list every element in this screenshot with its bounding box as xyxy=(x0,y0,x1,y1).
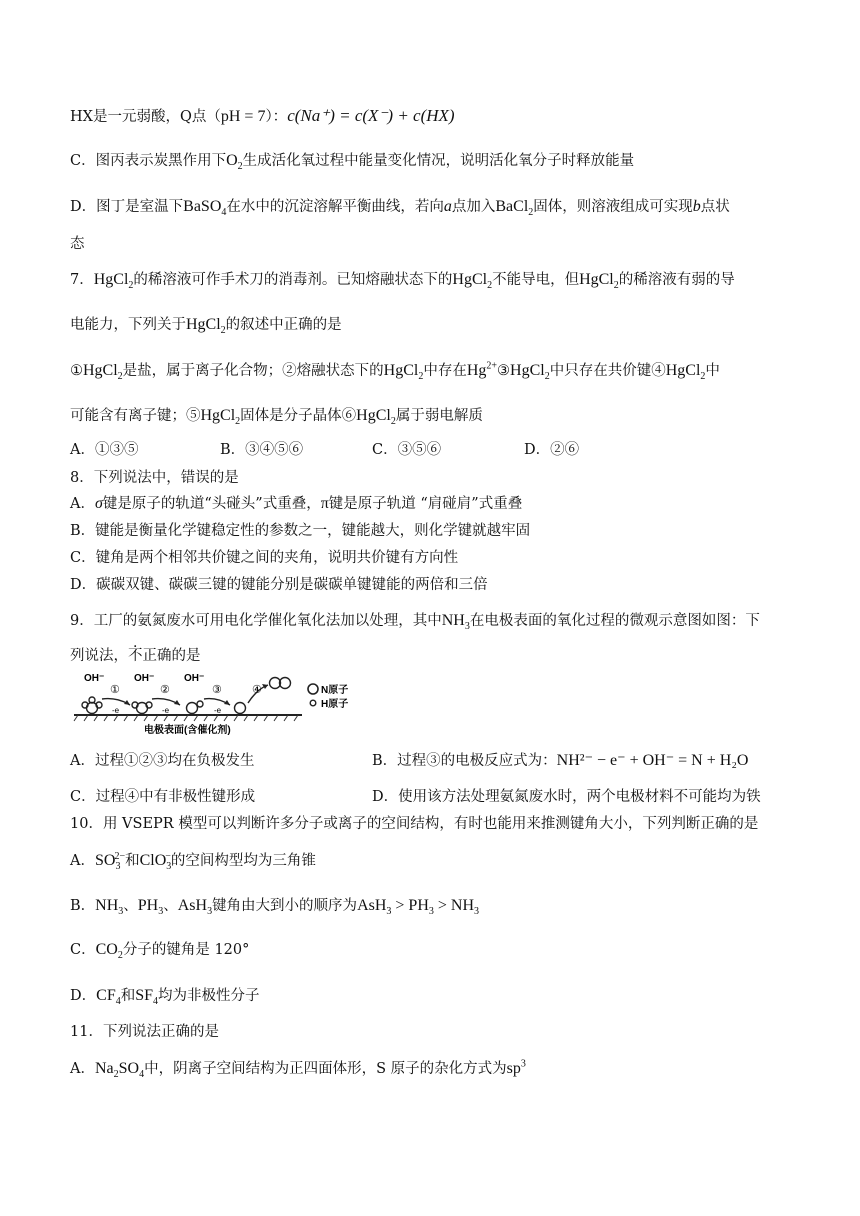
legend-h-symbol xyxy=(310,700,316,706)
ion-clo3: ClO$_3$− xyxy=(139,850,172,873)
q11-option-a: A．$Na_2SO_4$中，阴离子空间结构为正四面体形，S 原子的杂化方式为$sp^3$ xyxy=(70,1058,526,1081)
legend-h-atom: H原子 xyxy=(321,699,349,710)
electrode-surface-label: 电极表面(含催化剂) xyxy=(144,725,231,736)
bond-angle-order: $AsH_3 > PH_3 > NH_3$ xyxy=(357,897,480,918)
nh-molecule xyxy=(187,701,204,714)
step-4-label: ④ xyxy=(252,683,262,696)
sigma-symbol: σ xyxy=(94,495,103,512)
q9-option-b: B．过程③的电极反应式为：NH²⁻ − e⁻ + OH⁻ = N + H₂O xyxy=(372,752,749,769)
formula-nh3: $NH_3$ xyxy=(441,612,470,633)
q8-stem: 8．下列说法中，错误的是 xyxy=(70,470,239,486)
q7-stem-line2: 电能力，下列关于HgCl$_2$的叙述中正确的是 xyxy=(70,316,342,337)
q7-statements-line2: 可能含有离子键；⑤HgCl$_2$固体是分子晶体⑥HgCl$_2$属于弱电解质 xyxy=(70,407,483,428)
q7-stem-line1: 7．HgCl$_2$的稀溶液可作手术刀的消毒剂。已知熔融状态下的HgCl$_2$不能导电，但HgCl$_2$的稀溶液有弱的导 xyxy=(70,271,735,292)
q8-option-d: D．碳碳双键、碳碳三键的键能分别是碳碳单键键能的两倍和三倍 xyxy=(70,577,488,593)
q10-option-b: B．$NH_3$、$PH_3$、AsH$_3$键角由大到小的顺序为$AsH_3 > PH_3 > NH_3$ xyxy=(70,897,480,918)
formula-co2: $CO_2$ xyxy=(95,941,123,962)
q7-choice-c: C．③⑤⑥ xyxy=(372,442,442,458)
pi-symbol: π xyxy=(320,495,329,512)
formula-baso4: BaSO$_4$ xyxy=(183,198,227,219)
arrow-heads xyxy=(124,684,268,705)
q6-option-c: C．图丙表示炭黑作用下$O_2$生成活化氧过程中能量变化情况，说明活化氧分子时释放能量 xyxy=(70,152,635,173)
ph-expression: pH = 7 xyxy=(220,108,266,125)
q10-stem: 10．用 VSEPR 模型可以判断许多分子或离子的空间结构，有时也能用来推测键角大小，下列判断正确的是 xyxy=(70,816,759,832)
electron-label: -e xyxy=(112,706,120,715)
formula-hgcl2: HgCl$_2$ xyxy=(510,362,550,383)
legend-n-atom: N原子 xyxy=(321,685,349,696)
formula-hgcl2: HgCl$_2$ xyxy=(383,362,424,383)
electron-label: -e xyxy=(214,706,222,715)
ion-hg2plus: $Hg^{2+}$ xyxy=(466,360,498,379)
electrode-equation: NH²⁻ − e⁻ + OH⁻ = N + H₂O xyxy=(556,752,749,769)
q10-option-c: C．$CO_2$分子的键角是 120° xyxy=(70,941,250,962)
formula-o2: $O_2$ xyxy=(226,152,243,173)
legend-n-symbol xyxy=(308,684,318,694)
formula-ph3: $PH_3$ xyxy=(137,897,164,918)
electron-label: -e xyxy=(162,706,170,715)
oh-label: OH⁻ xyxy=(84,673,105,684)
formula-sf4: $SF_4$ xyxy=(135,987,159,1008)
q10-option-d: D．$CF_4$和$SF_4$均为非极性分子 xyxy=(70,987,260,1008)
n2-molecule xyxy=(270,678,291,689)
n-atom-on-surface xyxy=(235,703,246,714)
q11-stem: 11．下列说法正确的是 xyxy=(70,1024,219,1040)
q6-option-d-wrap: 态 xyxy=(70,236,85,252)
step-3-label: ③ xyxy=(212,683,222,696)
q9-stem-line1: 9．工厂的氨氮废水可用电化学催化氧化法加以处理，其中$NH_3$在电极表面的氧化过程的微观示意图如图：下 xyxy=(70,612,760,633)
q8-option-b: B．键能是衡量化学键稳定性的参数之一，键能越大，则化学键就越牢固 xyxy=(70,523,531,539)
electrode-oxidation-diagram xyxy=(72,669,372,739)
q9-option-d: D．使用该方法处理氨氮废水时，两个电极材料不可能均为铁 xyxy=(372,789,761,805)
q7-choice-b: B．③④⑤⑥ xyxy=(220,442,304,458)
formula-hgcl2: HgCl$_2$ xyxy=(200,407,241,428)
q7-choice-a: A．①③⑤ xyxy=(70,442,139,458)
formula-hgcl2: HgCl$_2$ xyxy=(186,316,226,337)
formula-hgcl2: HgCl$_2$ xyxy=(356,407,396,428)
nh2-molecule xyxy=(132,702,152,714)
formula-hgcl2: HgCl$_2$ xyxy=(93,271,134,292)
emphasis-not: 不 xyxy=(128,648,143,664)
diagram-svg xyxy=(72,669,372,739)
formula-nh3: $NH_3$ xyxy=(95,897,124,918)
nh3-molecule xyxy=(82,697,102,714)
formula-na2so4: $Na_2SO_4$ xyxy=(94,1060,145,1081)
q9-option-c: C．过程④中有非极性键形成 xyxy=(70,789,256,805)
formula-hgcl2: HgCl$_2$ xyxy=(665,362,706,383)
formula-bacl2: BaCl$_2$ xyxy=(495,198,534,219)
q7-choice-d: D．②⑥ xyxy=(524,442,580,458)
q10-option-a: A．$SO_3^{2-}$和ClO$_3$−的空间构型均为三角锥 xyxy=(70,850,316,873)
step-2-label: ② xyxy=(160,683,170,696)
q9-stem-line2: 列说法，不正确的是 xyxy=(70,648,201,664)
hybridization-sp3: $sp^3$ xyxy=(506,1058,526,1077)
oh-label: OH⁻ xyxy=(184,673,205,684)
formula-hgcl2: HgCl$_2$ xyxy=(579,271,619,292)
step-1-label: ① xyxy=(110,683,120,696)
q8-option-a: A．σ键是原子的轨道“头碰头”式重叠，π键是原子轨道 “肩碰肩”式重叠 xyxy=(70,495,523,512)
q8-option-c: C．键角是两个相邻共价键之间的夹角，说明共价键有方向性 xyxy=(70,550,459,566)
oh-label: OH⁻ xyxy=(134,673,155,684)
q7-statements-line1: ①HgCl$_2$是盐，属于离子化合物；②熔融状态下的HgCl$_2$中存在$Hg^{2+}③HgCl_2$中只存在共价键④HgCl$_2$中 xyxy=(70,360,720,383)
formula-cf4: $CF_4$ xyxy=(96,987,121,1008)
formula-ash3: AsH$_3$ xyxy=(177,897,213,918)
formula-hgcl2: HgCl$_2$ xyxy=(452,271,493,292)
q6-b-continuation: HX是一元弱酸，Q点（pH = 7）：c(Na⁺) = c(X⁻) + c(HX) xyxy=(70,106,455,125)
q9-option-a: A．过程①②③均在负极发生 xyxy=(70,753,255,769)
q6-option-d: D．图丁是室温下BaSO$_4$在水中的沉淀溶解平衡曲线，若向a点加入BaCl$_2$固体，则溶液组成可实现b点状 xyxy=(70,198,730,219)
formula-hgcl2: HgCl$_2$ xyxy=(83,362,123,383)
conservation-equation: c(Na⁺) = c(X⁻) + c(HX) xyxy=(287,106,455,125)
ion-so3: $SO_3^{2-}$ xyxy=(94,850,126,873)
